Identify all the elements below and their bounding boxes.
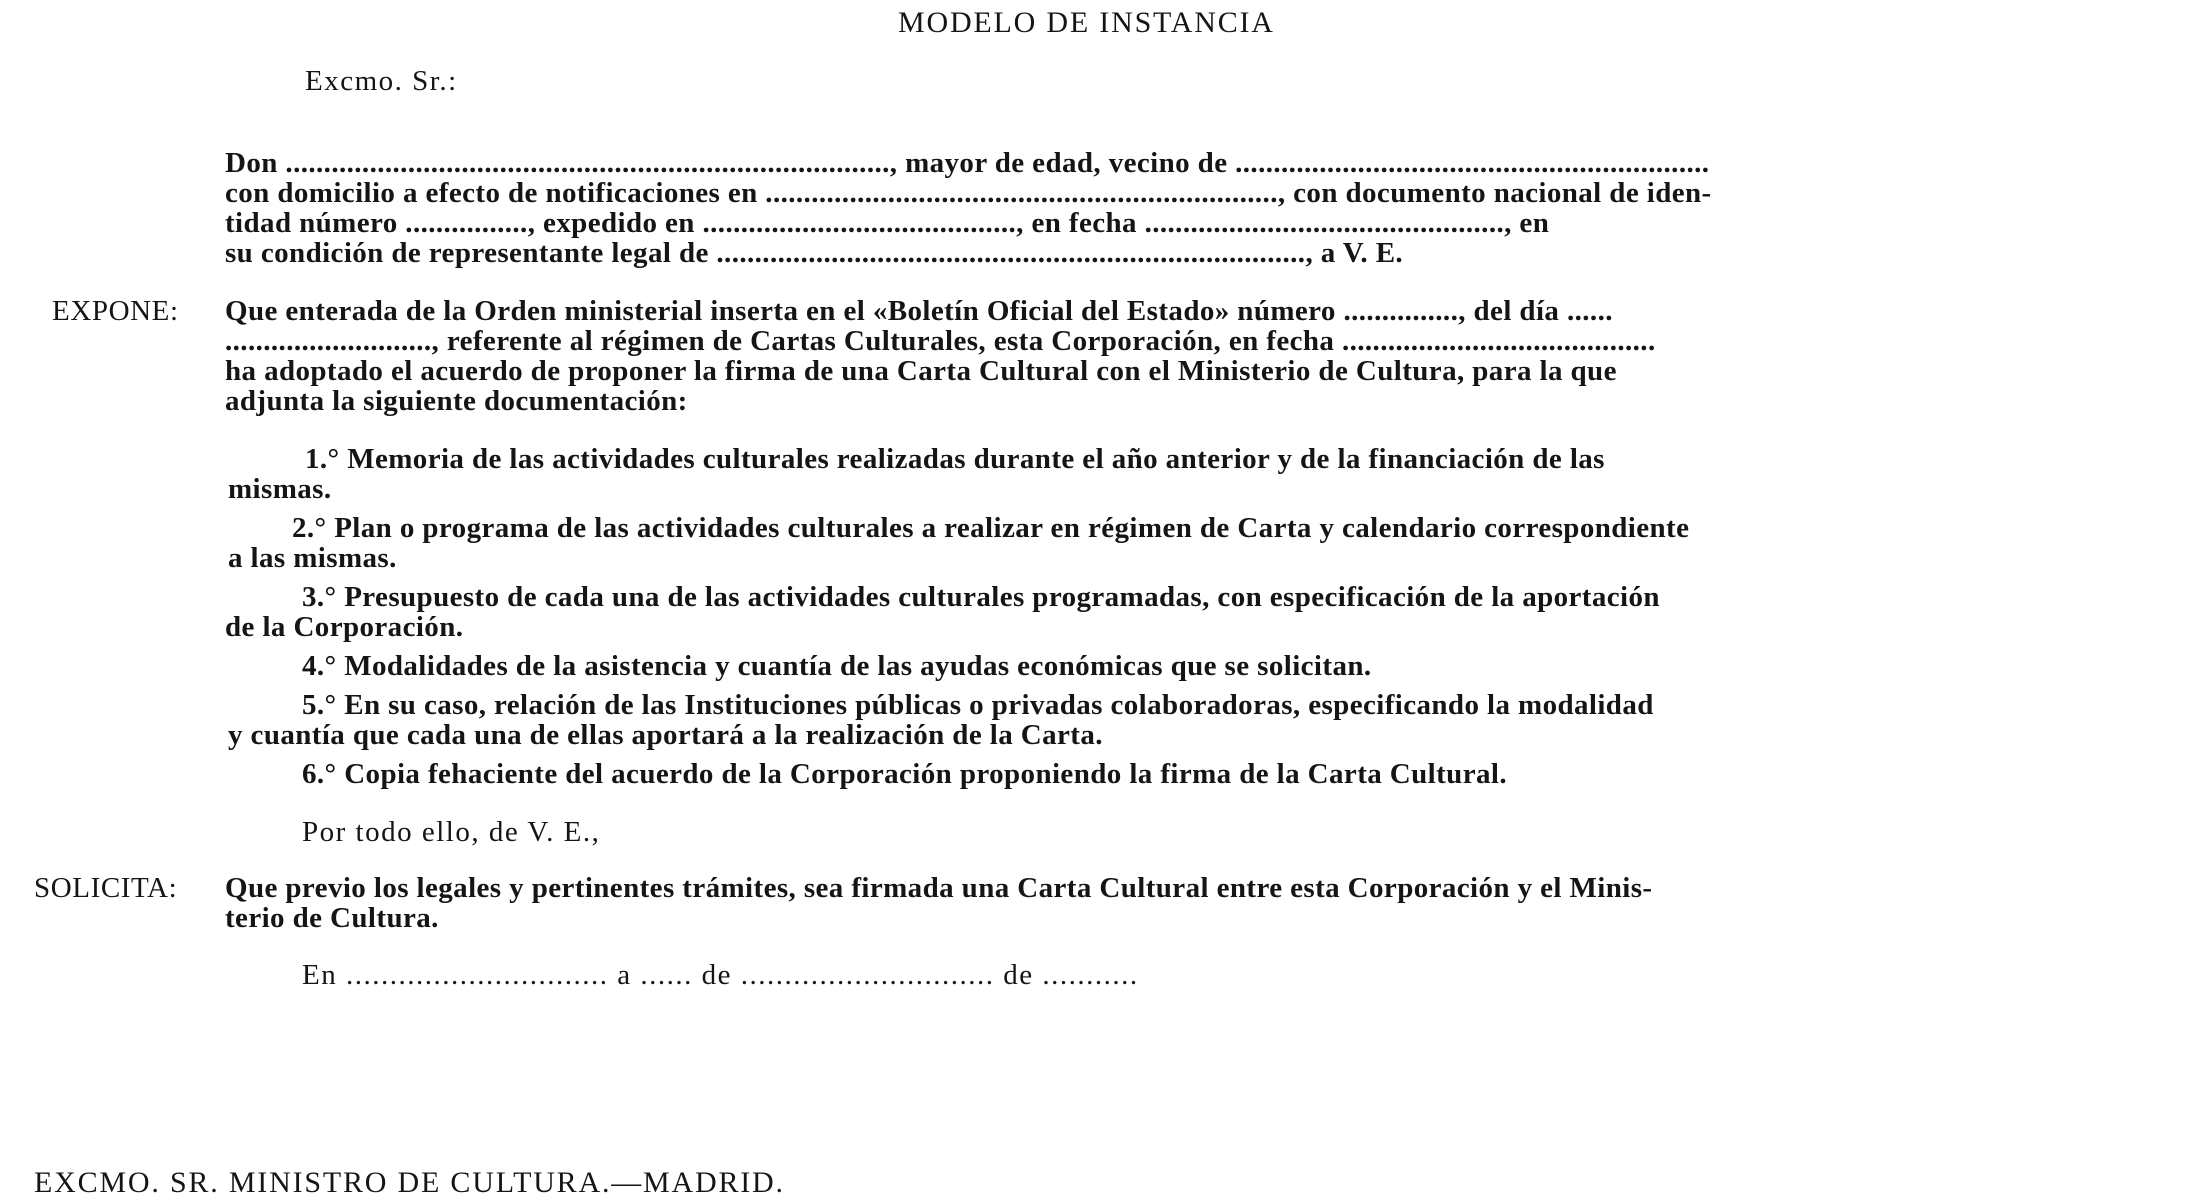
expone-line-1: Que enterada de la Orden ministerial inserta en el «Boletín Oficial del Estado» número ..............., del día ...... (225, 296, 1613, 326)
doc-item-3: 3.° Presupuesto de cada una de las actividades culturales programadas, con especificación de la aportación (302, 582, 1660, 612)
addressee: EXCMO. SR. MINISTRO DE CULTURA.—MADRID. (34, 1166, 785, 1199)
document-title: MODELO DE INSTANCIA (898, 6, 1275, 39)
intro-line-1: Don ..............................................................................., mayor de edad, vecino de .............................................................. (225, 148, 1710, 178)
doc-item-4: 4.° Modalidades de la asistencia y cuantía de las ayudas económicas que se solicitan. (302, 650, 1372, 682)
date-line: En .............................. a ...... de ............................. de ........... (302, 959, 1139, 991)
solicita-line-1: Que previo los legales y pertinentes trámites, sea firmada una Carta Cultural entre esta Corporación y el Minis- (225, 873, 1653, 903)
expone-label: EXPONE: (52, 295, 179, 327)
doc-item-2-cont: a las mismas. (228, 542, 397, 574)
doc-item-1-cont: mismas. (228, 473, 332, 505)
por-todo-ello: Por todo ello, de V. E., (302, 816, 601, 848)
solicita-line-2: terio de Cultura. (225, 902, 439, 934)
expone-line-2: ..........................., referente al régimen de Cartas Culturales, esta Corporación, en fecha ......................................... (225, 326, 1656, 356)
intro-line-3: tidad número ................, expedido en ........................................., en fecha ..............................................., en (225, 208, 1550, 238)
expone-line-3: ha adoptado el acuerdo de proponer la firma de una Carta Cultural con el Ministerio de Cultura, para la que (225, 356, 1617, 386)
doc-item-5: 5.° En su caso, relación de las Instituciones públicas o privadas colaboradoras, especificando la modalidad (302, 690, 1654, 720)
intro-line-2: con domicilio a efecto de notificaciones en ..................................................................., con documento nacional de iden- (225, 178, 1712, 208)
doc-item-6: 6.° Copia fehaciente del acuerdo de la Corporación proponiendo la firma de la Carta Cultural. (302, 758, 1507, 790)
solicita-label: SOLICITA: (34, 872, 178, 904)
doc-item-1: 1.° Memoria de las actividades culturales realizadas durante el año anterior y de la financiación de las (305, 444, 1605, 474)
doc-item-5-cont: y cuantía que cada una de ellas aportará a la realización de la Carta. (228, 719, 1103, 751)
expone-line-4: adjunta la siguiente documentación: (225, 385, 688, 417)
doc-item-3-cont: de la Corporación. (225, 611, 464, 643)
doc-item-2: 2.° Plan o programa de las actividades culturales a realizar en régimen de Carta y calendario correspondiente (292, 513, 1690, 543)
salutation: Excmo. Sr.: (305, 65, 458, 97)
intro-line-4: su condición de representante legal de ............................................................................., a V. E. (225, 237, 1404, 269)
